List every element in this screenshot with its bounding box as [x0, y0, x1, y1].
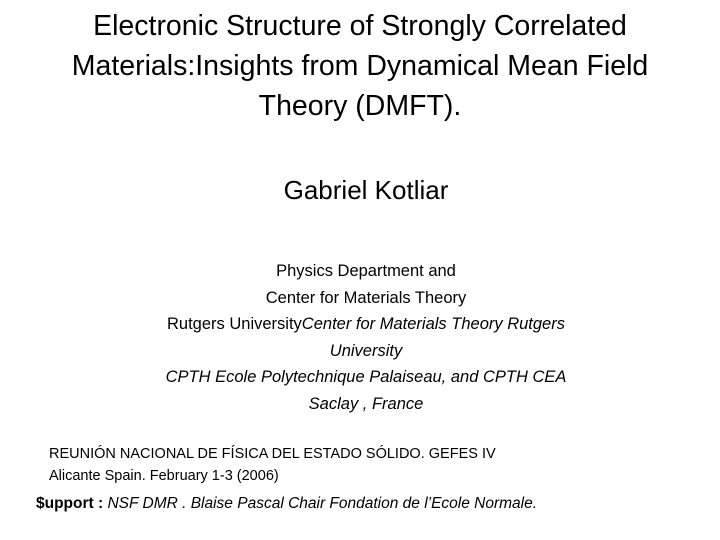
- support-text: NSF DMR . Blaise Pascal Chair Fondation de l’Ecole Normale.: [107, 495, 538, 512]
- slide-title: [20, 6, 700, 126]
- support-line: [36, 491, 716, 517]
- affiliation-line-5: CPTH Ecole Polytechnique Palaiseau, and CPTH CEA: [165, 368, 567, 386]
- affiliation-line-6: Saclay , France: [308, 394, 424, 413]
- affiliation-line-4: University: [329, 341, 403, 360]
- affiliation-line-3-italic: Center for Materials Theory Rutgers: [301, 315, 565, 333]
- conference-block: [49, 443, 689, 487]
- affiliation-line-1: Physics Department and: [276, 262, 456, 280]
- affiliation-line-2: Center for Materials Theory: [265, 288, 467, 307]
- title-line-2: Materials:Insights from Dynamical Mean Field: [71, 50, 649, 82]
- author-name: Gabriel Kotliar: [283, 175, 449, 205]
- conference-line-1: REUNIÓN NACIONAL DE FÍSICA DEL ESTADO SÓLIDO. GEFES IV: [49, 446, 496, 462]
- title-line-3: Theory (DMFT).: [258, 90, 462, 122]
- affiliation-line-3-normal: Rutgers University: [167, 315, 302, 333]
- title-line-1: Electronic Structure of Strongly Correlated: [93, 10, 627, 42]
- conference-line-2: Alicante Spain. February 1-3 (2006): [49, 468, 279, 484]
- affiliation-block: [100, 258, 632, 417]
- support-label: $upport :: [36, 495, 104, 512]
- affiliation-line-3: [100, 311, 632, 338]
